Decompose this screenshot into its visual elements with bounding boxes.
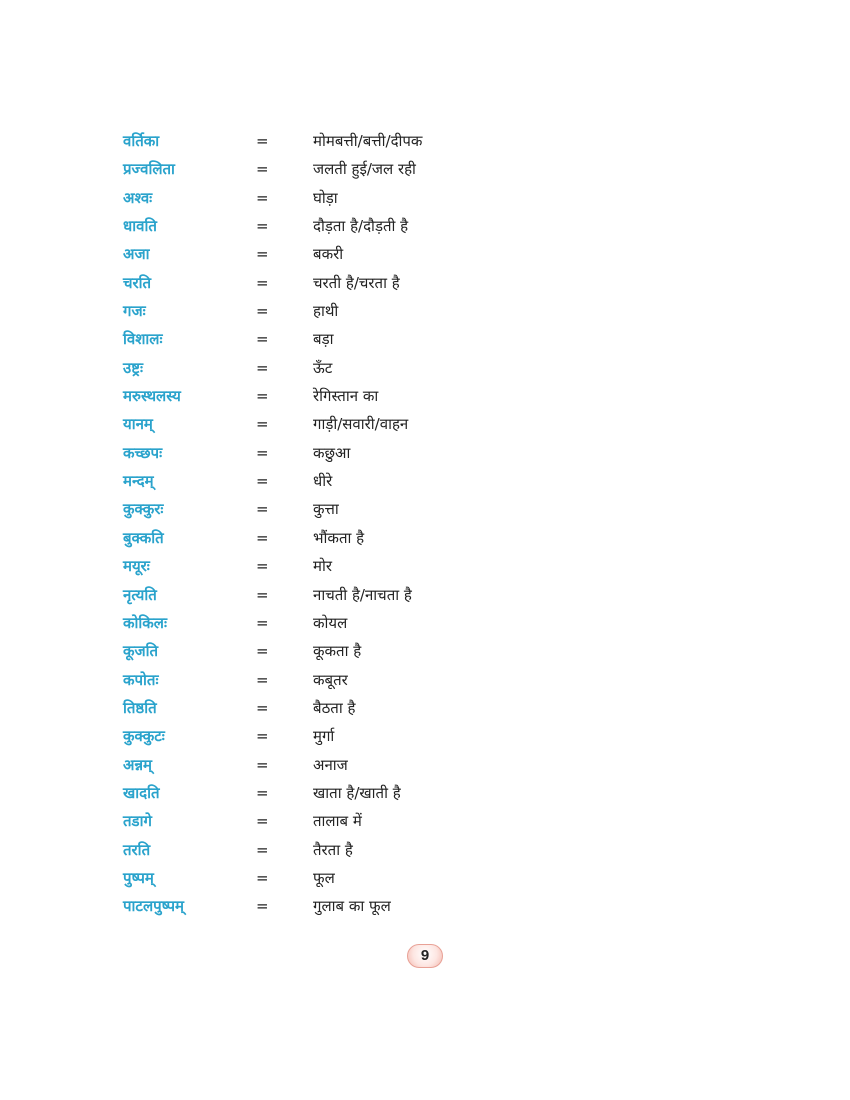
sanskrit-word: पाटलपुष्पम्: [123, 897, 184, 916]
equals-sign: =: [256, 840, 269, 859]
hindi-meaning: अनाज: [313, 755, 348, 774]
glossary-row: [0, 552, 850, 580]
sanskrit-word: कूजति: [123, 642, 159, 661]
hindi-meaning: घोड़ा: [313, 188, 338, 207]
equals-sign: =: [256, 188, 269, 207]
equals-sign: =: [256, 783, 269, 802]
hindi-meaning: तैरता है: [313, 840, 353, 859]
hindi-meaning: फूल: [313, 868, 335, 887]
equals-sign: =: [256, 358, 269, 377]
equals-sign: =: [256, 868, 269, 887]
hindi-meaning: खाता है/खाती है: [313, 783, 401, 802]
equals-sign: =: [256, 613, 269, 632]
glossary-list: [0, 127, 850, 921]
glossary-row: [0, 325, 850, 353]
glossary-row: [0, 666, 850, 694]
equals-sign: =: [256, 443, 269, 462]
sanskrit-word: मरुस्थलस्य: [123, 387, 181, 406]
glossary-row: [0, 751, 850, 779]
equals-sign: =: [256, 472, 269, 491]
equals-sign: =: [256, 500, 269, 519]
glossary-row: [0, 297, 850, 325]
hindi-meaning: गुलाब का फूल: [313, 897, 391, 916]
hindi-meaning: भौंकता है: [313, 528, 365, 547]
equals-sign: =: [256, 132, 269, 150]
hindi-meaning: चरती है/चरता है: [313, 273, 400, 292]
hindi-meaning: मुर्गा: [313, 727, 335, 746]
sanskrit-word: तरति: [123, 840, 151, 859]
sanskrit-word: विशालः: [123, 330, 163, 349]
sanskrit-word: कच्छपः: [123, 443, 163, 462]
hindi-meaning: हाथी: [313, 302, 339, 321]
glossary-row: [0, 354, 850, 382]
equals-sign: =: [256, 160, 269, 179]
sanskrit-word: मयूरः: [123, 557, 150, 576]
equals-sign: =: [256, 727, 269, 746]
sanskrit-word: तिष्ठति: [123, 698, 157, 717]
sanskrit-word: यानम्: [123, 415, 153, 434]
glossary-row: [0, 155, 850, 183]
sanskrit-word: कपोतः: [123, 670, 159, 689]
equals-sign: =: [256, 812, 269, 831]
sanskrit-word: कुक्कुरः: [123, 500, 164, 519]
sanskrit-word: वर्तिका: [123, 132, 160, 150]
equals-sign: =: [256, 387, 269, 406]
hindi-meaning: कूकता है: [313, 642, 362, 661]
hindi-meaning: कबूतर: [313, 670, 348, 689]
equals-sign: =: [256, 217, 269, 236]
hindi-meaning: धीरे: [313, 472, 333, 491]
glossary-row: [0, 864, 850, 892]
glossary-row: [0, 581, 850, 609]
glossary-row: [0, 382, 850, 410]
sanskrit-word: अजा: [123, 245, 150, 264]
glossary-row: [0, 495, 850, 523]
equals-sign: =: [256, 245, 269, 264]
glossary-row: [0, 240, 850, 268]
sanskrit-word: पुष्पम्: [123, 868, 154, 887]
hindi-meaning: कोयल: [313, 613, 348, 632]
hindi-meaning: मोमबत्ती/बत्ती/दीपक: [313, 132, 423, 150]
sanskrit-word: नृत्यति: [123, 585, 157, 604]
hindi-meaning: ऊँट: [313, 358, 333, 377]
hindi-meaning: जलती हुई/जल रही: [313, 160, 416, 179]
sanskrit-word: धावति: [123, 217, 157, 236]
equals-sign: =: [256, 415, 269, 434]
hindi-meaning: दौड़ता है/दौड़ती है: [313, 217, 409, 236]
equals-sign: =: [256, 330, 269, 349]
glossary-row: [0, 439, 850, 467]
glossary-row: [0, 410, 850, 438]
glossary-row: [0, 467, 850, 495]
equals-sign: =: [256, 585, 269, 604]
hindi-meaning: नाचती है/नाचता है: [313, 585, 412, 604]
hindi-meaning: बैठता है: [313, 698, 356, 717]
glossary-row: [0, 722, 850, 750]
glossary-row: [0, 212, 850, 240]
hindi-meaning: तालाब में: [313, 812, 362, 831]
equals-sign: =: [256, 557, 269, 576]
sanskrit-word: कोकिलः: [123, 613, 168, 632]
sanskrit-word: अन्नम्: [123, 755, 152, 774]
hindi-meaning: बड़ा: [313, 330, 334, 349]
equals-sign: =: [256, 642, 269, 661]
equals-sign: =: [256, 302, 269, 321]
equals-sign: =: [256, 755, 269, 774]
sanskrit-word: कुक्कुटः: [123, 727, 165, 746]
glossary-row: [0, 184, 850, 212]
sanskrit-word: तडागे: [123, 812, 152, 831]
hindi-meaning: गाड़ी/सवारी/वाहन: [313, 415, 409, 434]
glossary-row: [0, 836, 850, 864]
glossary-row: [0, 694, 850, 722]
sanskrit-word: प्रज्वलिता: [123, 160, 175, 179]
glossary-row: [0, 637, 850, 665]
sanskrit-word: अश्वः: [123, 188, 153, 207]
sanskrit-word: खादति: [123, 783, 160, 802]
glossary-row: [0, 779, 850, 807]
page-number-badge: [407, 944, 443, 968]
hindi-meaning: कछुआ: [313, 443, 351, 462]
hindi-meaning: रेगिस्तान का: [313, 387, 379, 406]
sanskrit-word: चरति: [123, 273, 152, 292]
hindi-meaning: बकरी: [313, 245, 344, 264]
glossary-row: [0, 269, 850, 297]
sanskrit-word: बुक्कति: [123, 528, 164, 547]
sanskrit-word: उष्ट्रः: [123, 358, 144, 377]
equals-sign: =: [256, 273, 269, 292]
equals-sign: =: [256, 897, 269, 916]
equals-sign: =: [256, 670, 269, 689]
sanskrit-word: गजः: [123, 302, 146, 321]
glossary-row: [0, 524, 850, 552]
hindi-meaning: मोर: [313, 557, 332, 576]
hindi-meaning: कुत्ता: [313, 500, 339, 519]
page-number: 9: [420, 947, 430, 964]
glossary-row: [0, 892, 850, 920]
glossary-row: [0, 807, 850, 835]
glossary-row: [0, 609, 850, 637]
sanskrit-word: मन्दम्: [123, 472, 154, 491]
glossary-row: [0, 127, 850, 155]
equals-sign: =: [256, 528, 269, 547]
equals-sign: =: [256, 698, 269, 717]
